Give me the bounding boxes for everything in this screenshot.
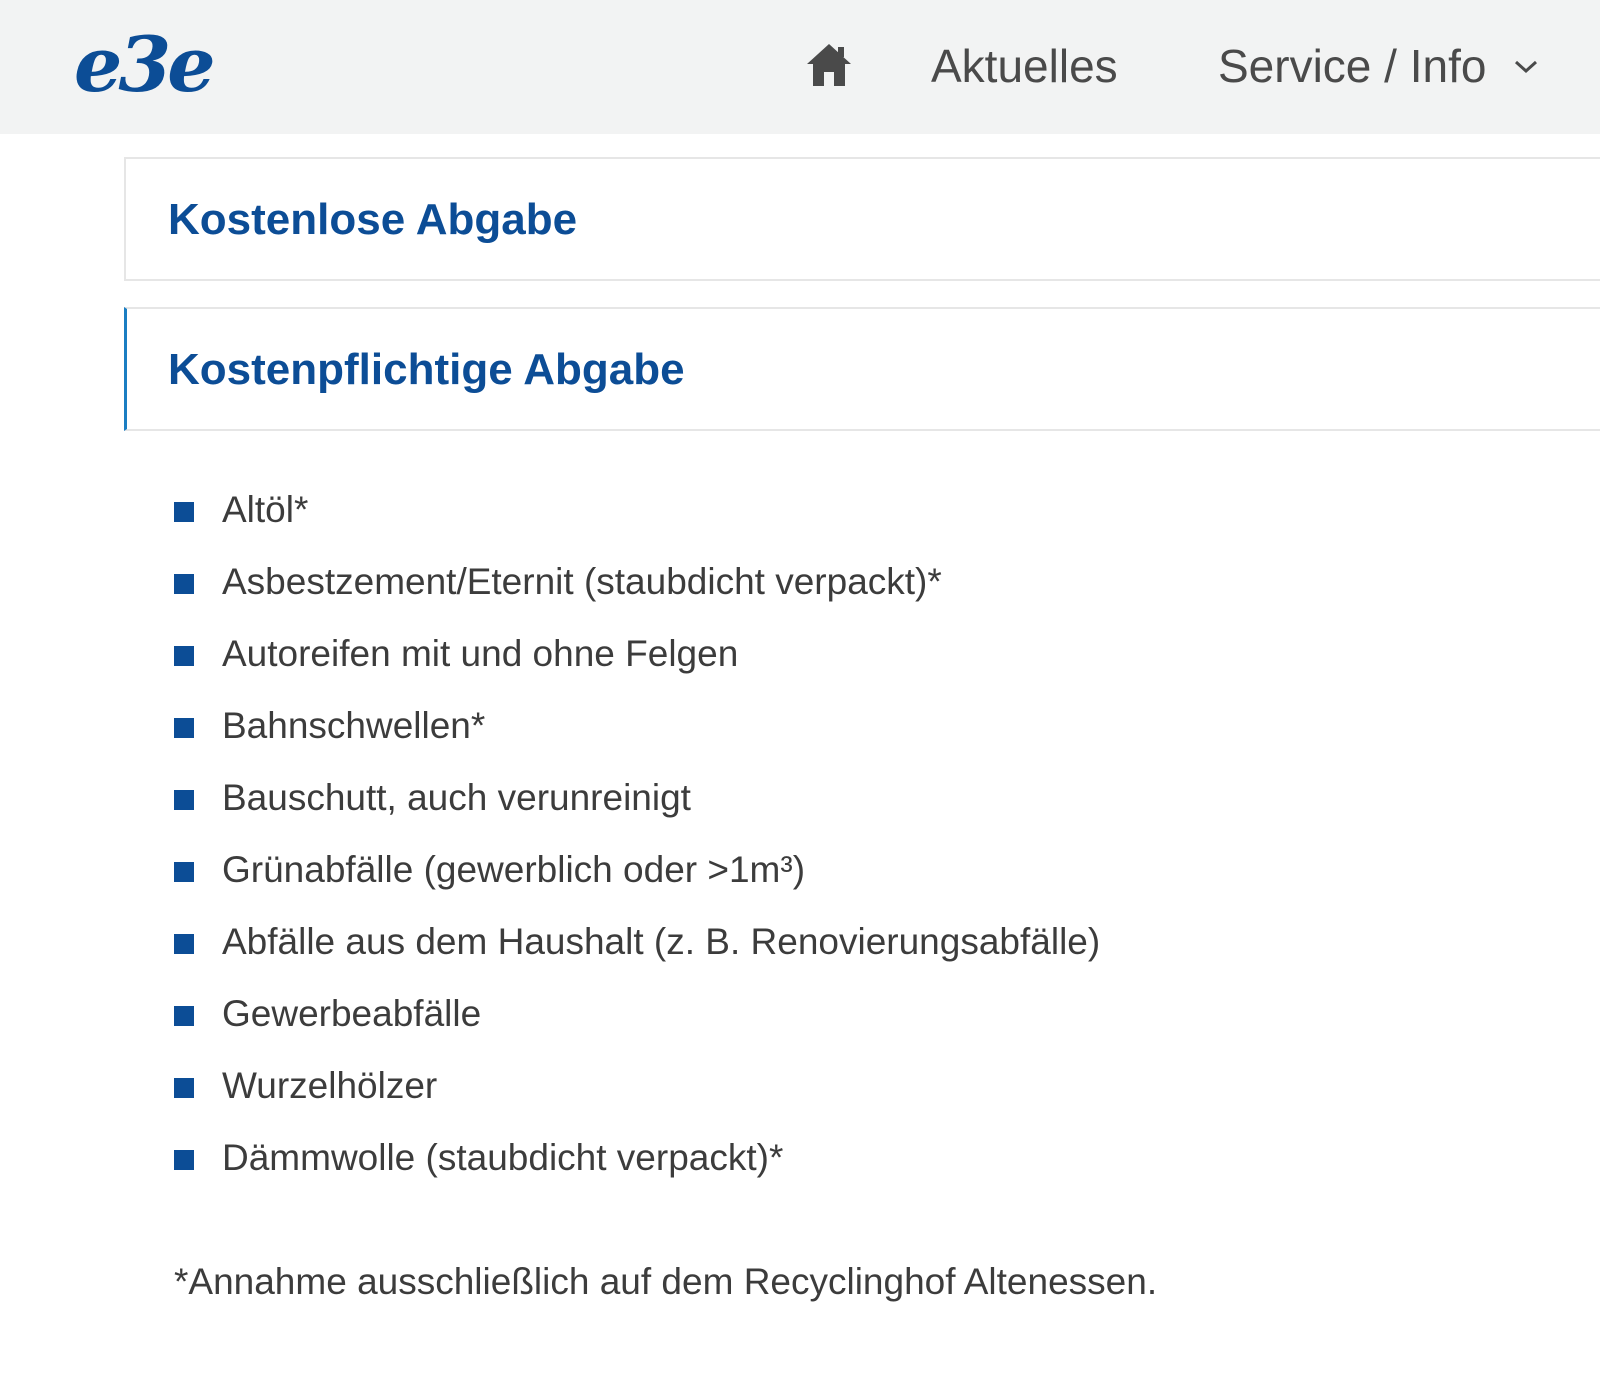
home-icon (805, 42, 853, 88)
square-bullet-icon (174, 502, 194, 522)
square-bullet-icon (174, 1006, 194, 1026)
site-header (0, 0, 1600, 134)
list-item: Bahnschwellen* (174, 696, 1574, 768)
square-bullet-icon (174, 934, 194, 954)
accordion-content (174, 480, 1574, 1200)
square-bullet-icon (174, 862, 194, 882)
footnote: *Annahme ausschließlich auf dem Recyclinghof Altenessen. (174, 1261, 1158, 1302)
chevron-down-icon (1513, 59, 1539, 75)
square-bullet-icon (174, 574, 194, 594)
square-bullet-icon (174, 1078, 194, 1098)
nav-aktuelles[interactable]: Aktuelles (931, 40, 1118, 92)
square-bullet-icon (174, 646, 194, 666)
square-bullet-icon (174, 1150, 194, 1170)
list-item: Abfälle aus dem Haushalt (z. B. Renovierungsabfälle) (174, 912, 1574, 984)
square-bullet-icon (174, 718, 194, 738)
list-item: Autoreifen mit und ohne Felgen (174, 624, 1574, 696)
waste-list (174, 480, 1574, 1200)
accordion-title: Kostenlose Abgabe (168, 195, 578, 244)
e3e-logo[interactable]: e3e (74, 20, 212, 109)
accordion-kostenlose-abgabe[interactable] (124, 157, 1600, 281)
list-item: Bauschutt, auch verunreinigt (174, 768, 1574, 840)
list-item: Altöl* (174, 480, 1574, 552)
list-item: Wurzelhölzer (174, 1056, 1574, 1128)
list-item: Grünabfälle (gewerblich oder >1m³) (174, 840, 1574, 912)
accordion-kostenpflichtige-abgabe[interactable] (124, 307, 1600, 431)
nav-service-info-label: Service / Info (1218, 40, 1487, 92)
home-link[interactable] (805, 42, 853, 88)
list-item: Dämmwolle (staubdicht verpackt)* (174, 1128, 1574, 1200)
accordion-title: Kostenpflichtige Abgabe (168, 345, 685, 394)
list-item: Asbestzement/Eternit (staubdicht verpackt)* (174, 552, 1574, 624)
nav-service-info[interactable] (1218, 36, 1539, 96)
list-item: Gewerbeabfälle (174, 984, 1574, 1056)
square-bullet-icon (174, 790, 194, 810)
